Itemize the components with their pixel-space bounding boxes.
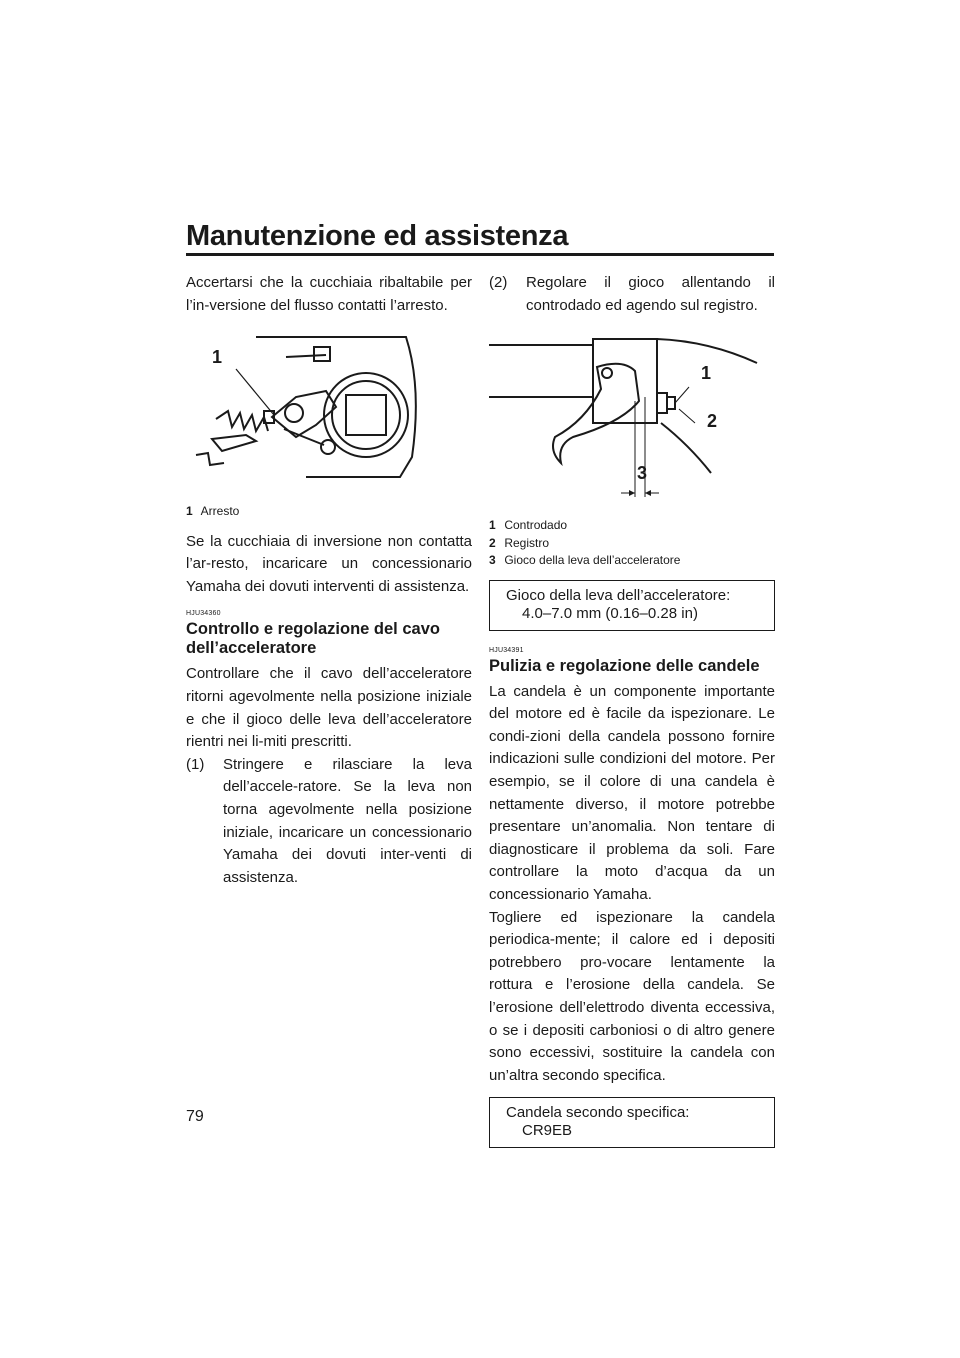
figure2-legend — [489, 517, 775, 570]
section-heading: Controllo e regolazione del cavo dell’acceleratore — [186, 620, 440, 658]
legend-number: 2 — [489, 535, 496, 550]
spark-plug-paragraph-1: La candela è un componente importante del motore ed è facile da ispezionare. Le condi-zioni della candela possono fornire indicazioni sulle condizioni del motore. Per esempio, se il colore di una candela è nettamente diverso, il motore potrebbe presentare un’anomalia. Non tentare di diagnosticare il problema da soli. Fare controllare la moto d’acqua da un concessionario Yamaha. — [489, 682, 775, 904]
legend-number: 3 — [489, 553, 496, 568]
legend-label: Registro — [504, 535, 550, 550]
step-text: Regolare il gioco allentando il controdado ed agendo sul registro. — [526, 274, 775, 314]
left-column — [186, 272, 472, 889]
figure2-callout-1: 1 — [701, 363, 712, 384]
spec-label: Candela secondo specifica: — [506, 1104, 690, 1122]
spark-plug-paragraph-2: Togliere ed ispezionare la candela periodica-mente; il calore ed i depositi potrebbero pro-vocare lentamente la rottura e l’erosione della candela. Se l’erosione dell’elettrodo diventa eccessiva, o se i depositi carboniosi o di altro genere sono eccessivi, sostituire la candela con un’altra secondo specifica. — [489, 908, 775, 1084]
step-text: Stringere e rilasciare la leva dell’accele-ratore. Se la leva non torna agevolmente nella posizione iniziale, incaricare un concessionario Yamaha dei dovuti inter-venti di assistenza. — [223, 755, 472, 886]
section-code: HJU34360 — [186, 610, 221, 618]
throttle-lever-figure — [489, 327, 775, 511]
legend-label: Gioco della leva dell’acceleratore — [504, 553, 681, 568]
legend-item — [186, 503, 472, 521]
page-title: Manutenzione ed assistenza — [186, 220, 569, 252]
step-2 — [489, 272, 775, 317]
intro-paragraph: Accertarsi che la cucchiaia ribaltabile per l’in-versione del flusso contatti l’arresto. — [186, 274, 472, 314]
step-number: (1) — [186, 755, 205, 773]
legend-item — [489, 517, 775, 535]
figure1-callout-1: 1 — [212, 347, 223, 368]
section-body: Controllare che il cavo dell’acceleratore ritorni agevolmente nella posizione iniziale e che il gioco delle leva dell’acceleratore rientri nei li-miti prescritti. — [186, 665, 472, 751]
reverse-bucket-stopper-figure — [186, 327, 472, 497]
figure2-callout-3: 3 — [637, 463, 648, 484]
reverse-bucket-illustration — [186, 327, 472, 497]
legend-label: Arresto — [200, 504, 240, 519]
section-code: HJU34391 — [489, 646, 524, 654]
figure2-callout-2: 2 — [707, 411, 718, 432]
figure1-legend — [186, 503, 472, 521]
legend-number: 1 — [489, 518, 496, 533]
section-heading: Pulizia e regolazione delle candele — [489, 656, 760, 675]
spec-label: Gioco della leva dell’acceleratore: — [506, 586, 731, 604]
step-1 — [186, 754, 472, 890]
legend-label: Controdado — [504, 518, 568, 533]
after-figure-paragraph: Se la cucchiaia di inversione non contatta l’ar-resto, incaricare un concessionario Yamaha dei dovuti interventi di assistenza. — [186, 532, 472, 595]
throttle-play-spec-box — [489, 580, 775, 631]
right-column — [489, 272, 775, 1164]
spec-value: 4.0–7.0 mm (0.16–0.28 in) — [522, 604, 698, 622]
page-number: 79 — [186, 1108, 204, 1125]
spark-plug-spec-box — [489, 1097, 775, 1148]
title-rule — [186, 253, 774, 256]
step-number: (2) — [489, 274, 508, 291]
spec-value: CR9EB — [522, 1122, 573, 1140]
legend-item — [489, 552, 775, 570]
legend-item — [489, 535, 775, 553]
throttle-lever-illustration — [489, 327, 775, 511]
legend-number: 1 — [186, 504, 193, 519]
